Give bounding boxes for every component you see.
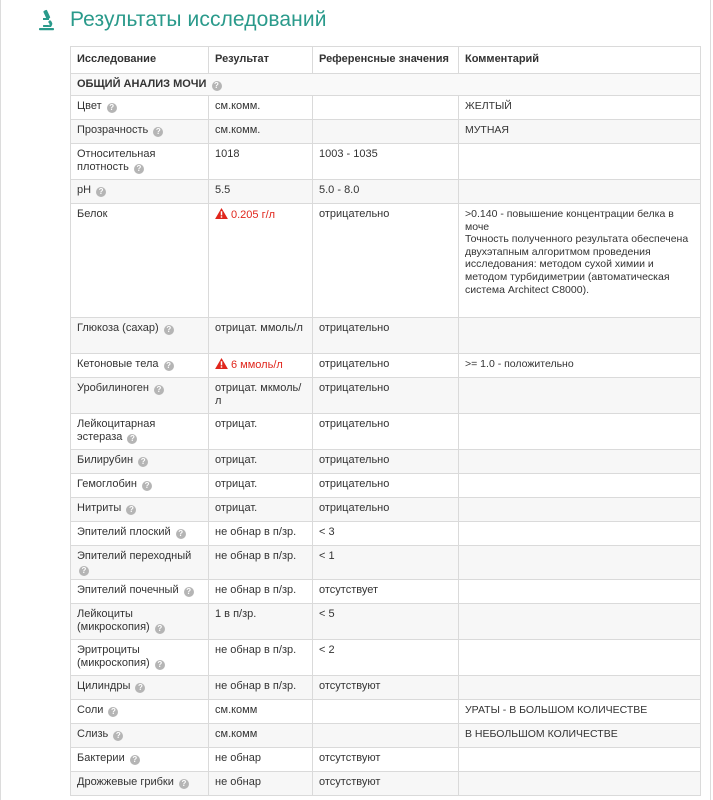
table-row bbox=[71, 318, 701, 354]
table-row bbox=[71, 546, 701, 580]
help-icon[interactable]: ? bbox=[153, 127, 163, 137]
warning-icon bbox=[215, 208, 228, 219]
result-value: отрицат. bbox=[215, 478, 258, 490]
help-icon[interactable]: ? bbox=[134, 164, 144, 174]
comment-value bbox=[459, 640, 701, 676]
table-row bbox=[71, 724, 701, 748]
comment-value bbox=[459, 414, 701, 450]
result-value: не обнар в п/зр. bbox=[215, 584, 297, 596]
table-row bbox=[71, 96, 701, 120]
result-value: 6 ммоль/л bbox=[231, 359, 283, 371]
comment-value: >= 1.0 - положительно bbox=[459, 354, 701, 378]
result-cell bbox=[209, 724, 313, 748]
test-name-cell bbox=[71, 120, 209, 144]
help-icon[interactable]: ? bbox=[164, 361, 174, 371]
help-icon[interactable]: ? bbox=[164, 325, 174, 335]
reference-value: отрицательно bbox=[313, 378, 459, 414]
result-cell bbox=[209, 640, 313, 676]
test-name: Бактерии bbox=[77, 752, 125, 764]
reference-value: 5.0 - 8.0 bbox=[313, 180, 459, 204]
test-name-cell bbox=[71, 522, 209, 546]
table-row bbox=[71, 580, 701, 604]
reference-value: отсутствуют bbox=[313, 748, 459, 772]
test-name-cell bbox=[71, 580, 209, 604]
help-icon[interactable]: ? bbox=[179, 779, 189, 789]
table-row bbox=[71, 120, 701, 144]
comment-value bbox=[459, 318, 701, 354]
comment-value bbox=[459, 772, 701, 796]
result-cell bbox=[209, 354, 313, 378]
help-icon[interactable]: ? bbox=[184, 587, 194, 597]
help-icon[interactable]: ? bbox=[135, 683, 145, 693]
comment-value bbox=[459, 546, 701, 580]
column-header-reference: Референсные значения bbox=[313, 47, 459, 74]
table-row bbox=[71, 522, 701, 546]
result-value: см.комм. bbox=[215, 124, 261, 136]
table-header-row bbox=[71, 47, 701, 74]
comment-value bbox=[459, 522, 701, 546]
result-value: не обнар в п/зр. bbox=[215, 526, 297, 538]
result-value: отрицат. bbox=[215, 502, 258, 514]
result-value: отрицат. bbox=[215, 418, 258, 430]
comment-value bbox=[459, 180, 701, 204]
comment-value bbox=[459, 748, 701, 772]
result-cell bbox=[209, 474, 313, 498]
table-row bbox=[71, 180, 701, 204]
test-name-cell bbox=[71, 180, 209, 204]
test-name: Билирубин bbox=[77, 454, 134, 466]
help-icon[interactable]: ? bbox=[113, 731, 123, 741]
reference-value: отрицательно bbox=[313, 450, 459, 474]
comment-value bbox=[459, 580, 701, 604]
test-name: Соли bbox=[77, 704, 104, 716]
reference-value: отрицательно bbox=[313, 354, 459, 378]
result-cell bbox=[209, 120, 313, 144]
result-cell bbox=[209, 700, 313, 724]
results-table bbox=[70, 46, 701, 796]
help-icon[interactable]: ? bbox=[176, 529, 186, 539]
result-value: не обнар bbox=[215, 776, 261, 788]
result-cell bbox=[209, 180, 313, 204]
result-cell bbox=[209, 450, 313, 474]
column-header-test: Исследование bbox=[71, 47, 209, 74]
result-cell bbox=[209, 748, 313, 772]
test-name: Белок bbox=[77, 208, 108, 220]
test-name: Слизь bbox=[77, 728, 109, 740]
test-name: pH bbox=[77, 184, 92, 196]
help-icon[interactable]: ? bbox=[155, 660, 165, 670]
table-row bbox=[71, 604, 701, 640]
help-icon[interactable]: ? bbox=[127, 434, 137, 444]
reference-value: отрицательно bbox=[313, 204, 459, 318]
test-name: Лейкоциты (микроскопия) bbox=[77, 608, 150, 633]
test-name: Гемоглобин bbox=[77, 478, 137, 490]
test-name-cell bbox=[71, 604, 209, 640]
comment-value: >0.140 - повышение концентрации белка в моче Точность полученного результата обеспечена двухэтапным алгоритмом проведения исследования: методом сухой химии и методом турбидиметрии (автоматическая система Architect C8000). bbox=[459, 204, 701, 318]
reference-value: отрицательно bbox=[313, 474, 459, 498]
help-icon[interactable]: ? bbox=[212, 81, 222, 91]
reference-value: отрицательно bbox=[313, 414, 459, 450]
help-icon[interactable]: ? bbox=[142, 481, 152, 491]
reference-value: 1003 - 1035 bbox=[313, 144, 459, 180]
test-name: Дрожжевые грибки bbox=[77, 776, 174, 788]
help-icon[interactable]: ? bbox=[126, 505, 136, 515]
reference-value bbox=[313, 96, 459, 120]
result-cell bbox=[209, 604, 313, 640]
comment-value bbox=[459, 474, 701, 498]
test-name: Эпителий переходный bbox=[77, 550, 192, 562]
result-cell bbox=[209, 546, 313, 580]
test-name-cell bbox=[71, 474, 209, 498]
table-row bbox=[71, 414, 701, 450]
warning-icon bbox=[215, 358, 228, 369]
test-name-cell bbox=[71, 498, 209, 522]
result-cell bbox=[209, 414, 313, 450]
help-icon[interactable]: ? bbox=[130, 755, 140, 765]
comment-value bbox=[459, 378, 701, 414]
column-header-comment: Комментарий bbox=[459, 47, 701, 74]
reference-value bbox=[313, 724, 459, 748]
help-icon[interactable]: ? bbox=[154, 385, 164, 395]
help-icon[interactable]: ? bbox=[79, 566, 89, 576]
test-name-cell bbox=[71, 354, 209, 378]
test-name: Лейкоцитарная эстераза bbox=[77, 418, 156, 443]
test-name-cell bbox=[71, 318, 209, 354]
comment-value bbox=[459, 676, 701, 700]
table-row bbox=[71, 498, 701, 522]
table-row bbox=[71, 354, 701, 378]
test-name-cell bbox=[71, 378, 209, 414]
test-name-cell bbox=[71, 96, 209, 120]
reference-value bbox=[313, 120, 459, 144]
result-cell bbox=[209, 676, 313, 700]
table-row bbox=[71, 204, 701, 318]
test-name-cell bbox=[71, 772, 209, 796]
comment-value: В НЕБОЛЬШОМ КОЛИЧЕСТВЕ bbox=[459, 724, 701, 748]
microscope-icon bbox=[37, 9, 57, 31]
result-value: см.комм bbox=[215, 704, 258, 716]
reference-value: < 1 bbox=[313, 546, 459, 580]
reference-value: отсутствуют bbox=[313, 676, 459, 700]
test-name-cell bbox=[71, 414, 209, 450]
reference-value: отрицательно bbox=[313, 318, 459, 354]
result-value: см.комм. bbox=[215, 100, 261, 112]
result-cell bbox=[209, 318, 313, 354]
comment-value bbox=[459, 604, 701, 640]
test-name: Эпителий плоский bbox=[77, 526, 171, 538]
help-icon[interactable]: ? bbox=[138, 457, 148, 467]
test-name-cell bbox=[71, 676, 209, 700]
result-value: отрицат. мкмоль/л bbox=[215, 382, 302, 407]
reference-value: отсутствует bbox=[313, 580, 459, 604]
result-value: 1 в п/зр. bbox=[215, 608, 257, 620]
result-cell bbox=[209, 772, 313, 796]
test-name-cell bbox=[71, 640, 209, 676]
table-row bbox=[71, 640, 701, 676]
test-name: Глюкоза (сахар) bbox=[77, 322, 159, 334]
result-cell bbox=[209, 144, 313, 180]
page-title: Результаты исследований bbox=[70, 8, 327, 31]
test-name: Цилиндры bbox=[77, 680, 131, 692]
page-header bbox=[37, 5, 327, 35]
test-name-cell bbox=[71, 546, 209, 580]
reference-value bbox=[313, 700, 459, 724]
column-header-result: Результат bbox=[209, 47, 313, 74]
result-cell bbox=[209, 522, 313, 546]
table-row bbox=[71, 772, 701, 796]
table-row bbox=[71, 450, 701, 474]
test-name: Уробилиноген bbox=[77, 382, 149, 394]
test-name: Кетоновые тела bbox=[77, 358, 159, 370]
table-row bbox=[71, 748, 701, 772]
result-cell bbox=[209, 580, 313, 604]
table-row bbox=[71, 700, 701, 724]
result-value: не обнар в п/зр. bbox=[215, 680, 297, 692]
help-icon[interactable]: ? bbox=[155, 624, 165, 634]
reference-value: < 2 bbox=[313, 640, 459, 676]
test-name: Нитриты bbox=[77, 502, 122, 514]
test-name: Цвет bbox=[77, 100, 102, 112]
comment-value bbox=[459, 144, 701, 180]
reference-value: < 5 bbox=[313, 604, 459, 640]
result-cell bbox=[209, 96, 313, 120]
result-value: не обнар bbox=[215, 752, 261, 764]
comment-value bbox=[459, 450, 701, 474]
test-name: Прозрачность bbox=[77, 124, 149, 136]
comment-value bbox=[459, 498, 701, 522]
comment-value: ЖЕЛТЫЙ bbox=[459, 96, 701, 120]
reference-value: отсутствуют bbox=[313, 772, 459, 796]
result-cell bbox=[209, 498, 313, 522]
result-value: не обнар в п/зр. bbox=[215, 644, 297, 656]
test-name: Эпителий почечный bbox=[77, 584, 179, 596]
help-icon[interactable]: ? bbox=[107, 103, 117, 113]
test-name: Относительная плотность bbox=[77, 148, 156, 173]
section-cell bbox=[71, 74, 701, 96]
result-cell bbox=[209, 378, 313, 414]
result-value: не обнар в п/зр. bbox=[215, 550, 297, 562]
section-row bbox=[71, 74, 701, 96]
section-title: ОБЩИЙ АНАЛИЗ МОЧИ bbox=[77, 78, 207, 90]
test-name-cell bbox=[71, 724, 209, 748]
test-name: Эритроциты (микроскопия) bbox=[77, 644, 150, 669]
result-value: 0.205 г/л bbox=[231, 209, 276, 221]
reference-value: отрицательно bbox=[313, 498, 459, 522]
result-value: отрицат. bbox=[215, 454, 258, 466]
test-name-cell bbox=[71, 450, 209, 474]
comment-value: УРАТЫ - В БОЛЬШОМ КОЛИЧЕСТВЕ bbox=[459, 700, 701, 724]
test-name-cell bbox=[71, 700, 209, 724]
reference-value: < 3 bbox=[313, 522, 459, 546]
result-value: 5.5 bbox=[215, 184, 231, 196]
result-value: отрицат. ммоль/л bbox=[215, 322, 303, 334]
table-row bbox=[71, 144, 701, 180]
result-cell bbox=[209, 204, 313, 318]
test-name-cell bbox=[71, 144, 209, 180]
result-value: см.комм bbox=[215, 728, 258, 740]
table-row bbox=[71, 676, 701, 700]
table-row bbox=[71, 474, 701, 498]
help-icon[interactable]: ? bbox=[108, 707, 118, 717]
result-value: 1018 bbox=[215, 148, 240, 160]
help-icon[interactable]: ? bbox=[96, 187, 106, 197]
test-name-cell bbox=[71, 748, 209, 772]
test-name-cell bbox=[71, 204, 209, 318]
table-row bbox=[71, 378, 701, 414]
comment-value: МУТНАЯ bbox=[459, 120, 701, 144]
